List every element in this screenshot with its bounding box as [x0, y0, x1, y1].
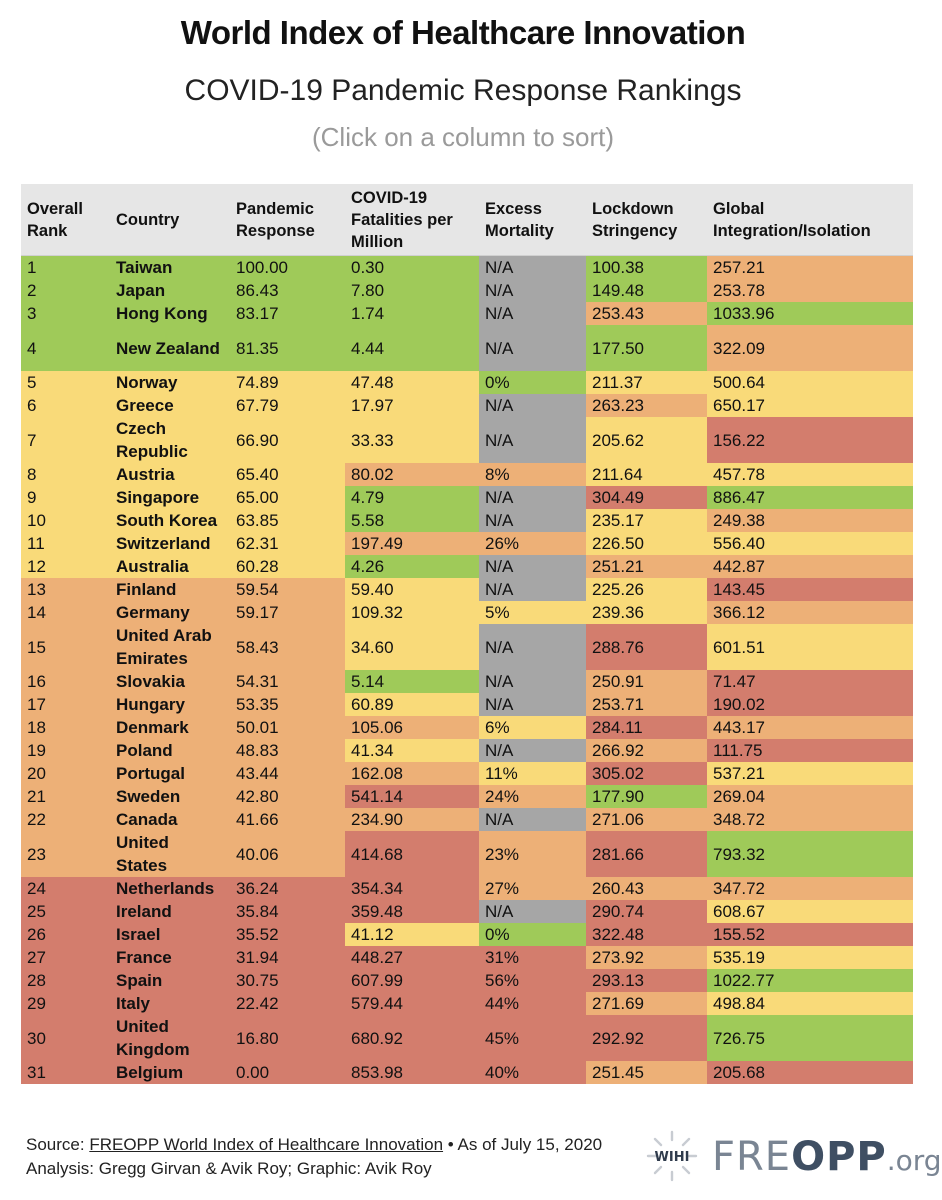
global-integration-cell: 601.51: [707, 624, 913, 670]
fatalities-cell: 47.48: [345, 371, 479, 394]
lockdown-stringency-cell: 322.48: [586, 923, 707, 946]
table-row: [21, 509, 913, 532]
global-integration-cell: 143.45: [707, 578, 913, 601]
pandemic-response-cell: 50.01: [230, 716, 345, 739]
global-integration-cell: 500.64: [707, 371, 913, 394]
fatalities-cell: 7.80: [345, 279, 479, 302]
fatalities-cell: 109.32: [345, 601, 479, 624]
excess-mortality-cell: N/A: [479, 509, 586, 532]
global-integration-cell: 1022.77: [707, 969, 913, 992]
rank-cell: 19: [21, 739, 110, 762]
country-cell: Australia: [110, 555, 230, 578]
country-cell: United Kingdom: [110, 1015, 230, 1061]
excess-mortality-cell: N/A: [479, 900, 586, 923]
pandemic-response-cell: 65.40: [230, 463, 345, 486]
table-row: [21, 256, 913, 280]
country-cell: Hong Kong: [110, 302, 230, 325]
excess-mortality-cell: 0%: [479, 923, 586, 946]
rank-cell: 10: [21, 509, 110, 532]
lockdown-stringency-cell: 273.92: [586, 946, 707, 969]
pandemic-response-cell: 43.44: [230, 762, 345, 785]
lockdown-stringency-cell: 239.36: [586, 601, 707, 624]
lockdown-stringency-cell: 211.37: [586, 371, 707, 394]
table-row: [21, 762, 913, 785]
rank-cell: 27: [21, 946, 110, 969]
pandemic-response-cell: 53.35: [230, 693, 345, 716]
pandemic-response-cell: 35.52: [230, 923, 345, 946]
rank-cell: 2: [21, 279, 110, 302]
rank-cell: 3: [21, 302, 110, 325]
column-header-excess-mortality[interactable]: Excess Mortality: [479, 184, 586, 256]
source-link[interactable]: FREOPP World Index of Healthcare Innovation: [89, 1135, 444, 1154]
country-cell: Slovakia: [110, 670, 230, 693]
fatalities-cell: 359.48: [345, 900, 479, 923]
excess-mortality-cell: 24%: [479, 785, 586, 808]
country-cell: Poland: [110, 739, 230, 762]
excess-mortality-cell: N/A: [479, 808, 586, 831]
lockdown-stringency-cell: 177.90: [586, 785, 707, 808]
page-title: World Index of Healthcare Innovation: [180, 14, 746, 51]
excess-mortality-cell: N/A: [479, 670, 586, 693]
lockdown-stringency-cell: 263.23: [586, 394, 707, 417]
lockdown-stringency-cell: 260.43: [586, 877, 707, 900]
fatalities-cell: 853.98: [345, 1061, 479, 1084]
lockdown-stringency-cell: 250.91: [586, 670, 707, 693]
lockdown-stringency-cell: 225.26: [586, 578, 707, 601]
pandemic-response-cell: 0.00: [230, 1061, 345, 1084]
pandemic-response-cell: 81.35: [230, 325, 345, 371]
pandemic-response-cell: 31.94: [230, 946, 345, 969]
column-header-country[interactable]: Country: [110, 184, 230, 256]
excess-mortality-cell: N/A: [479, 693, 586, 716]
country-cell: Switzerland: [110, 532, 230, 555]
global-integration-cell: 269.04: [707, 785, 913, 808]
pandemic-response-cell: 100.00: [230, 256, 345, 280]
lockdown-stringency-cell: 304.49: [586, 486, 707, 509]
country-cell: Sweden: [110, 785, 230, 808]
country-cell: Canada: [110, 808, 230, 831]
fatalities-cell: 448.27: [345, 946, 479, 969]
fatalities-cell: 579.44: [345, 992, 479, 1015]
excess-mortality-cell: 23%: [479, 831, 586, 877]
global-integration-cell: 442.87: [707, 555, 913, 578]
wihi-logo-text: WIHI: [654, 1150, 690, 1165]
fatalities-cell: 1.74: [345, 302, 479, 325]
rank-cell: 5: [21, 371, 110, 394]
pandemic-response-cell: 54.31: [230, 670, 345, 693]
table-body: [21, 256, 913, 1085]
rank-cell: 11: [21, 532, 110, 555]
table-row: [21, 831, 913, 877]
rank-cell: 16: [21, 670, 110, 693]
table-row: [21, 969, 913, 992]
country-cell: Finland: [110, 578, 230, 601]
lockdown-stringency-cell: 100.38: [586, 256, 707, 280]
pandemic-response-cell: 22.42: [230, 992, 345, 1015]
lockdown-stringency-cell: 211.64: [586, 463, 707, 486]
global-integration-cell: 156.22: [707, 417, 913, 463]
global-integration-cell: 155.52: [707, 923, 913, 946]
excess-mortality-cell: 45%: [479, 1015, 586, 1061]
wihi-logo: [644, 1128, 700, 1184]
rank-cell: 6: [21, 394, 110, 417]
table-row: [21, 992, 913, 1015]
global-integration-cell: 535.19: [707, 946, 913, 969]
fatalities-cell: 60.89: [345, 693, 479, 716]
country-cell: New Zealand: [110, 325, 230, 371]
table-row: [21, 624, 913, 670]
lockdown-stringency-cell: 205.62: [586, 417, 707, 463]
fatalities-cell: 17.97: [345, 394, 479, 417]
table-row: [21, 279, 913, 302]
lockdown-stringency-cell: 253.71: [586, 693, 707, 716]
page-subtitle: COVID-19 Pandemic Response Rankings: [184, 74, 742, 107]
rank-cell: 9: [21, 486, 110, 509]
rank-cell: 1: [21, 256, 110, 280]
table-row: [21, 808, 913, 831]
pandemic-response-cell: 35.84: [230, 900, 345, 923]
pandemic-response-cell: 83.17: [230, 302, 345, 325]
global-integration-cell: 443.17: [707, 716, 913, 739]
country-cell: United Arab Emirates: [110, 624, 230, 670]
rank-cell: 25: [21, 900, 110, 923]
country-cell: United States: [110, 831, 230, 877]
country-cell: Belgium: [110, 1061, 230, 1084]
country-cell: Portugal: [110, 762, 230, 785]
table-row: [21, 578, 913, 601]
table-row: [21, 785, 913, 808]
excess-mortality-cell: N/A: [479, 417, 586, 463]
pandemic-response-cell: 60.28: [230, 555, 345, 578]
rank-cell: 8: [21, 463, 110, 486]
pandemic-response-cell: 42.80: [230, 785, 345, 808]
global-integration-cell: 366.12: [707, 601, 913, 624]
pandemic-response-cell: 58.43: [230, 624, 345, 670]
rank-cell: 17: [21, 693, 110, 716]
pandemic-response-cell: 65.00: [230, 486, 345, 509]
pandemic-response-cell: 86.43: [230, 279, 345, 302]
rank-cell: 22: [21, 808, 110, 831]
excess-mortality-cell: N/A: [479, 486, 586, 509]
table-row: [21, 394, 913, 417]
pandemic-response-cell: 63.85: [230, 509, 345, 532]
table-row: [21, 1061, 913, 1084]
excess-mortality-cell: N/A: [479, 302, 586, 325]
global-integration-cell: 886.47: [707, 486, 913, 509]
fatalities-cell: 4.44: [345, 325, 479, 371]
fatalities-cell: 162.08: [345, 762, 479, 785]
fatalities-cell: 354.34: [345, 877, 479, 900]
lockdown-stringency-cell: 290.74: [586, 900, 707, 923]
rank-cell: 24: [21, 877, 110, 900]
global-integration-cell: 347.72: [707, 877, 913, 900]
fatalities-cell: 33.33: [345, 417, 479, 463]
global-integration-cell: 257.21: [707, 256, 913, 280]
excess-mortality-cell: 11%: [479, 762, 586, 785]
pandemic-response-cell: 41.66: [230, 808, 345, 831]
table-row: [21, 670, 913, 693]
pandemic-response-cell: 40.06: [230, 831, 345, 877]
lockdown-stringency-cell: 251.21: [586, 555, 707, 578]
source-prefix: Source:: [26, 1135, 90, 1154]
fatalities-cell: 34.60: [345, 624, 479, 670]
table-row: [21, 900, 913, 923]
country-cell: Denmark: [110, 716, 230, 739]
excess-mortality-cell: 56%: [479, 969, 586, 992]
footer: [26, 1133, 602, 1181]
excess-mortality-cell: N/A: [479, 624, 586, 670]
global-integration-cell: 348.72: [707, 808, 913, 831]
lockdown-stringency-cell: 271.06: [586, 808, 707, 831]
lockdown-stringency-cell: 266.92: [586, 739, 707, 762]
excess-mortality-cell: N/A: [479, 578, 586, 601]
excess-mortality-cell: 8%: [479, 463, 586, 486]
table-row: [21, 555, 913, 578]
analysis-credit: Analysis: Gregg Girvan & Avik Roy; Graphic: Avik Roy: [26, 1159, 432, 1178]
table-row: [21, 716, 913, 739]
pandemic-response-cell: 59.17: [230, 601, 345, 624]
excess-mortality-cell: 5%: [479, 601, 586, 624]
pandemic-response-cell: 16.80: [230, 1015, 345, 1061]
table-row: [21, 371, 913, 394]
global-integration-cell: 205.68: [707, 1061, 913, 1084]
table-row: [21, 877, 913, 900]
country-cell: South Korea: [110, 509, 230, 532]
fatalities-cell: 414.68: [345, 831, 479, 877]
global-integration-cell: 498.84: [707, 992, 913, 1015]
freopp-logo-right: .org: [886, 1144, 942, 1177]
table-row: [21, 739, 913, 762]
sort-instruction: (Click on a column to sort): [312, 122, 614, 152]
table-row: [21, 601, 913, 624]
country-cell: Ireland: [110, 900, 230, 923]
pandemic-response-cell: 66.90: [230, 417, 345, 463]
rank-cell: 20: [21, 762, 110, 785]
rank-cell: 13: [21, 578, 110, 601]
country-cell: Israel: [110, 923, 230, 946]
rank-cell: 4: [21, 325, 110, 371]
excess-mortality-cell: N/A: [479, 394, 586, 417]
lockdown-stringency-cell: 253.43: [586, 302, 707, 325]
excess-mortality-cell: 31%: [479, 946, 586, 969]
global-integration-cell: 322.09: [707, 325, 913, 371]
freopp-logo-left: FRE: [712, 1134, 792, 1180]
lockdown-stringency-cell: 251.45: [586, 1061, 707, 1084]
global-integration-cell: 537.21: [707, 762, 913, 785]
country-cell: Spain: [110, 969, 230, 992]
fatalities-cell: 105.06: [345, 716, 479, 739]
fatalities-cell: 5.58: [345, 509, 479, 532]
excess-mortality-cell: 6%: [479, 716, 586, 739]
pandemic-response-cell: 67.79: [230, 394, 345, 417]
fatalities-cell: 41.34: [345, 739, 479, 762]
rank-cell: 23: [21, 831, 110, 877]
lockdown-stringency-cell: 235.17: [586, 509, 707, 532]
excess-mortality-cell: 40%: [479, 1061, 586, 1084]
country-cell: Norway: [110, 371, 230, 394]
freopp-logo-mid: OPP: [791, 1134, 887, 1180]
global-integration-cell: 190.02: [707, 693, 913, 716]
excess-mortality-cell: 0%: [479, 371, 586, 394]
global-integration-cell: 650.17: [707, 394, 913, 417]
fatalities-cell: 680.92: [345, 1015, 479, 1061]
rank-cell: 7: [21, 417, 110, 463]
column-header-fatalities[interactable]: COVID-19 Fatalities per Million: [345, 184, 479, 256]
country-cell: Austria: [110, 463, 230, 486]
country-cell: Germany: [110, 601, 230, 624]
pandemic-response-cell: 30.75: [230, 969, 345, 992]
global-integration-cell: 556.40: [707, 532, 913, 555]
rank-cell: 15: [21, 624, 110, 670]
rank-cell: 26: [21, 923, 110, 946]
lockdown-stringency-cell: 149.48: [586, 279, 707, 302]
global-integration-cell: 608.67: [707, 900, 913, 923]
rank-cell: 21: [21, 785, 110, 808]
country-cell: France: [110, 946, 230, 969]
fatalities-cell: 234.90: [345, 808, 479, 831]
column-header-overall-rank[interactable]: Overall Rank: [21, 184, 110, 256]
rankings-table: [21, 184, 913, 1084]
lockdown-stringency-cell: 284.11: [586, 716, 707, 739]
lockdown-stringency-cell: 305.02: [586, 762, 707, 785]
column-header-global-integration[interactable]: Global Integration/Isolation: [707, 184, 913, 256]
country-cell: Italy: [110, 992, 230, 1015]
country-cell: Czech Republic: [110, 417, 230, 463]
freopp-logo: [712, 1134, 942, 1180]
global-integration-cell: 71.47: [707, 670, 913, 693]
table-row: [21, 693, 913, 716]
lockdown-stringency-cell: 177.50: [586, 325, 707, 371]
column-header-pandemic-response[interactable]: Pandemic Response: [230, 184, 345, 256]
pandemic-response-cell: 62.31: [230, 532, 345, 555]
lockdown-stringency-cell: 288.76: [586, 624, 707, 670]
fatalities-cell: 4.79: [345, 486, 479, 509]
country-cell: Japan: [110, 279, 230, 302]
pandemic-response-cell: 48.83: [230, 739, 345, 762]
country-cell: Singapore: [110, 486, 230, 509]
excess-mortality-cell: N/A: [479, 279, 586, 302]
fatalities-cell: 41.12: [345, 923, 479, 946]
fatalities-cell: 4.26: [345, 555, 479, 578]
fatalities-cell: 59.40: [345, 578, 479, 601]
pandemic-response-cell: 74.89: [230, 371, 345, 394]
table-row: [21, 486, 913, 509]
country-cell: Netherlands: [110, 877, 230, 900]
excess-mortality-cell: N/A: [479, 325, 586, 371]
rank-cell: 28: [21, 969, 110, 992]
global-integration-cell: 253.78: [707, 279, 913, 302]
country-cell: Greece: [110, 394, 230, 417]
column-header-lockdown-stringency[interactable]: Lockdown Stringency: [586, 184, 707, 256]
table-row: [21, 325, 913, 371]
rank-cell: 29: [21, 992, 110, 1015]
country-cell: Hungary: [110, 693, 230, 716]
lockdown-stringency-cell: 226.50: [586, 532, 707, 555]
table-row: [21, 923, 913, 946]
table-row: [21, 532, 913, 555]
excess-mortality-cell: 44%: [479, 992, 586, 1015]
lockdown-stringency-cell: 293.13: [586, 969, 707, 992]
fatalities-cell: 0.30: [345, 256, 479, 280]
fatalities-cell: 197.49: [345, 532, 479, 555]
rank-cell: 14: [21, 601, 110, 624]
fatalities-cell: 5.14: [345, 670, 479, 693]
pandemic-response-cell: 36.24: [230, 877, 345, 900]
global-integration-cell: 249.38: [707, 509, 913, 532]
excess-mortality-cell: 26%: [479, 532, 586, 555]
table-row: [21, 1015, 913, 1061]
lockdown-stringency-cell: 292.92: [586, 1015, 707, 1061]
table-row: [21, 417, 913, 463]
source-line: [26, 1133, 602, 1157]
global-integration-cell: 111.75: [707, 739, 913, 762]
excess-mortality-cell: N/A: [479, 555, 586, 578]
global-integration-cell: 793.32: [707, 831, 913, 877]
lockdown-stringency-cell: 281.66: [586, 831, 707, 877]
lockdown-stringency-cell: 271.69: [586, 992, 707, 1015]
country-cell: Taiwan: [110, 256, 230, 280]
table-header-row: [21, 184, 913, 256]
source-suffix: • As of July 15, 2020: [443, 1135, 603, 1154]
table-row: [21, 946, 913, 969]
excess-mortality-cell: 27%: [479, 877, 586, 900]
rank-cell: 18: [21, 716, 110, 739]
global-integration-cell: 726.75: [707, 1015, 913, 1061]
table-row: [21, 302, 913, 325]
global-integration-cell: 1033.96: [707, 302, 913, 325]
excess-mortality-cell: N/A: [479, 256, 586, 280]
global-integration-cell: 457.78: [707, 463, 913, 486]
pandemic-response-cell: 59.54: [230, 578, 345, 601]
fatalities-cell: 541.14: [345, 785, 479, 808]
fatalities-cell: 80.02: [345, 463, 479, 486]
rank-cell: 12: [21, 555, 110, 578]
excess-mortality-cell: N/A: [479, 739, 586, 762]
fatalities-cell: 607.99: [345, 969, 479, 992]
rank-cell: 31: [21, 1061, 110, 1084]
rank-cell: 30: [21, 1015, 110, 1061]
table-row: [21, 463, 913, 486]
